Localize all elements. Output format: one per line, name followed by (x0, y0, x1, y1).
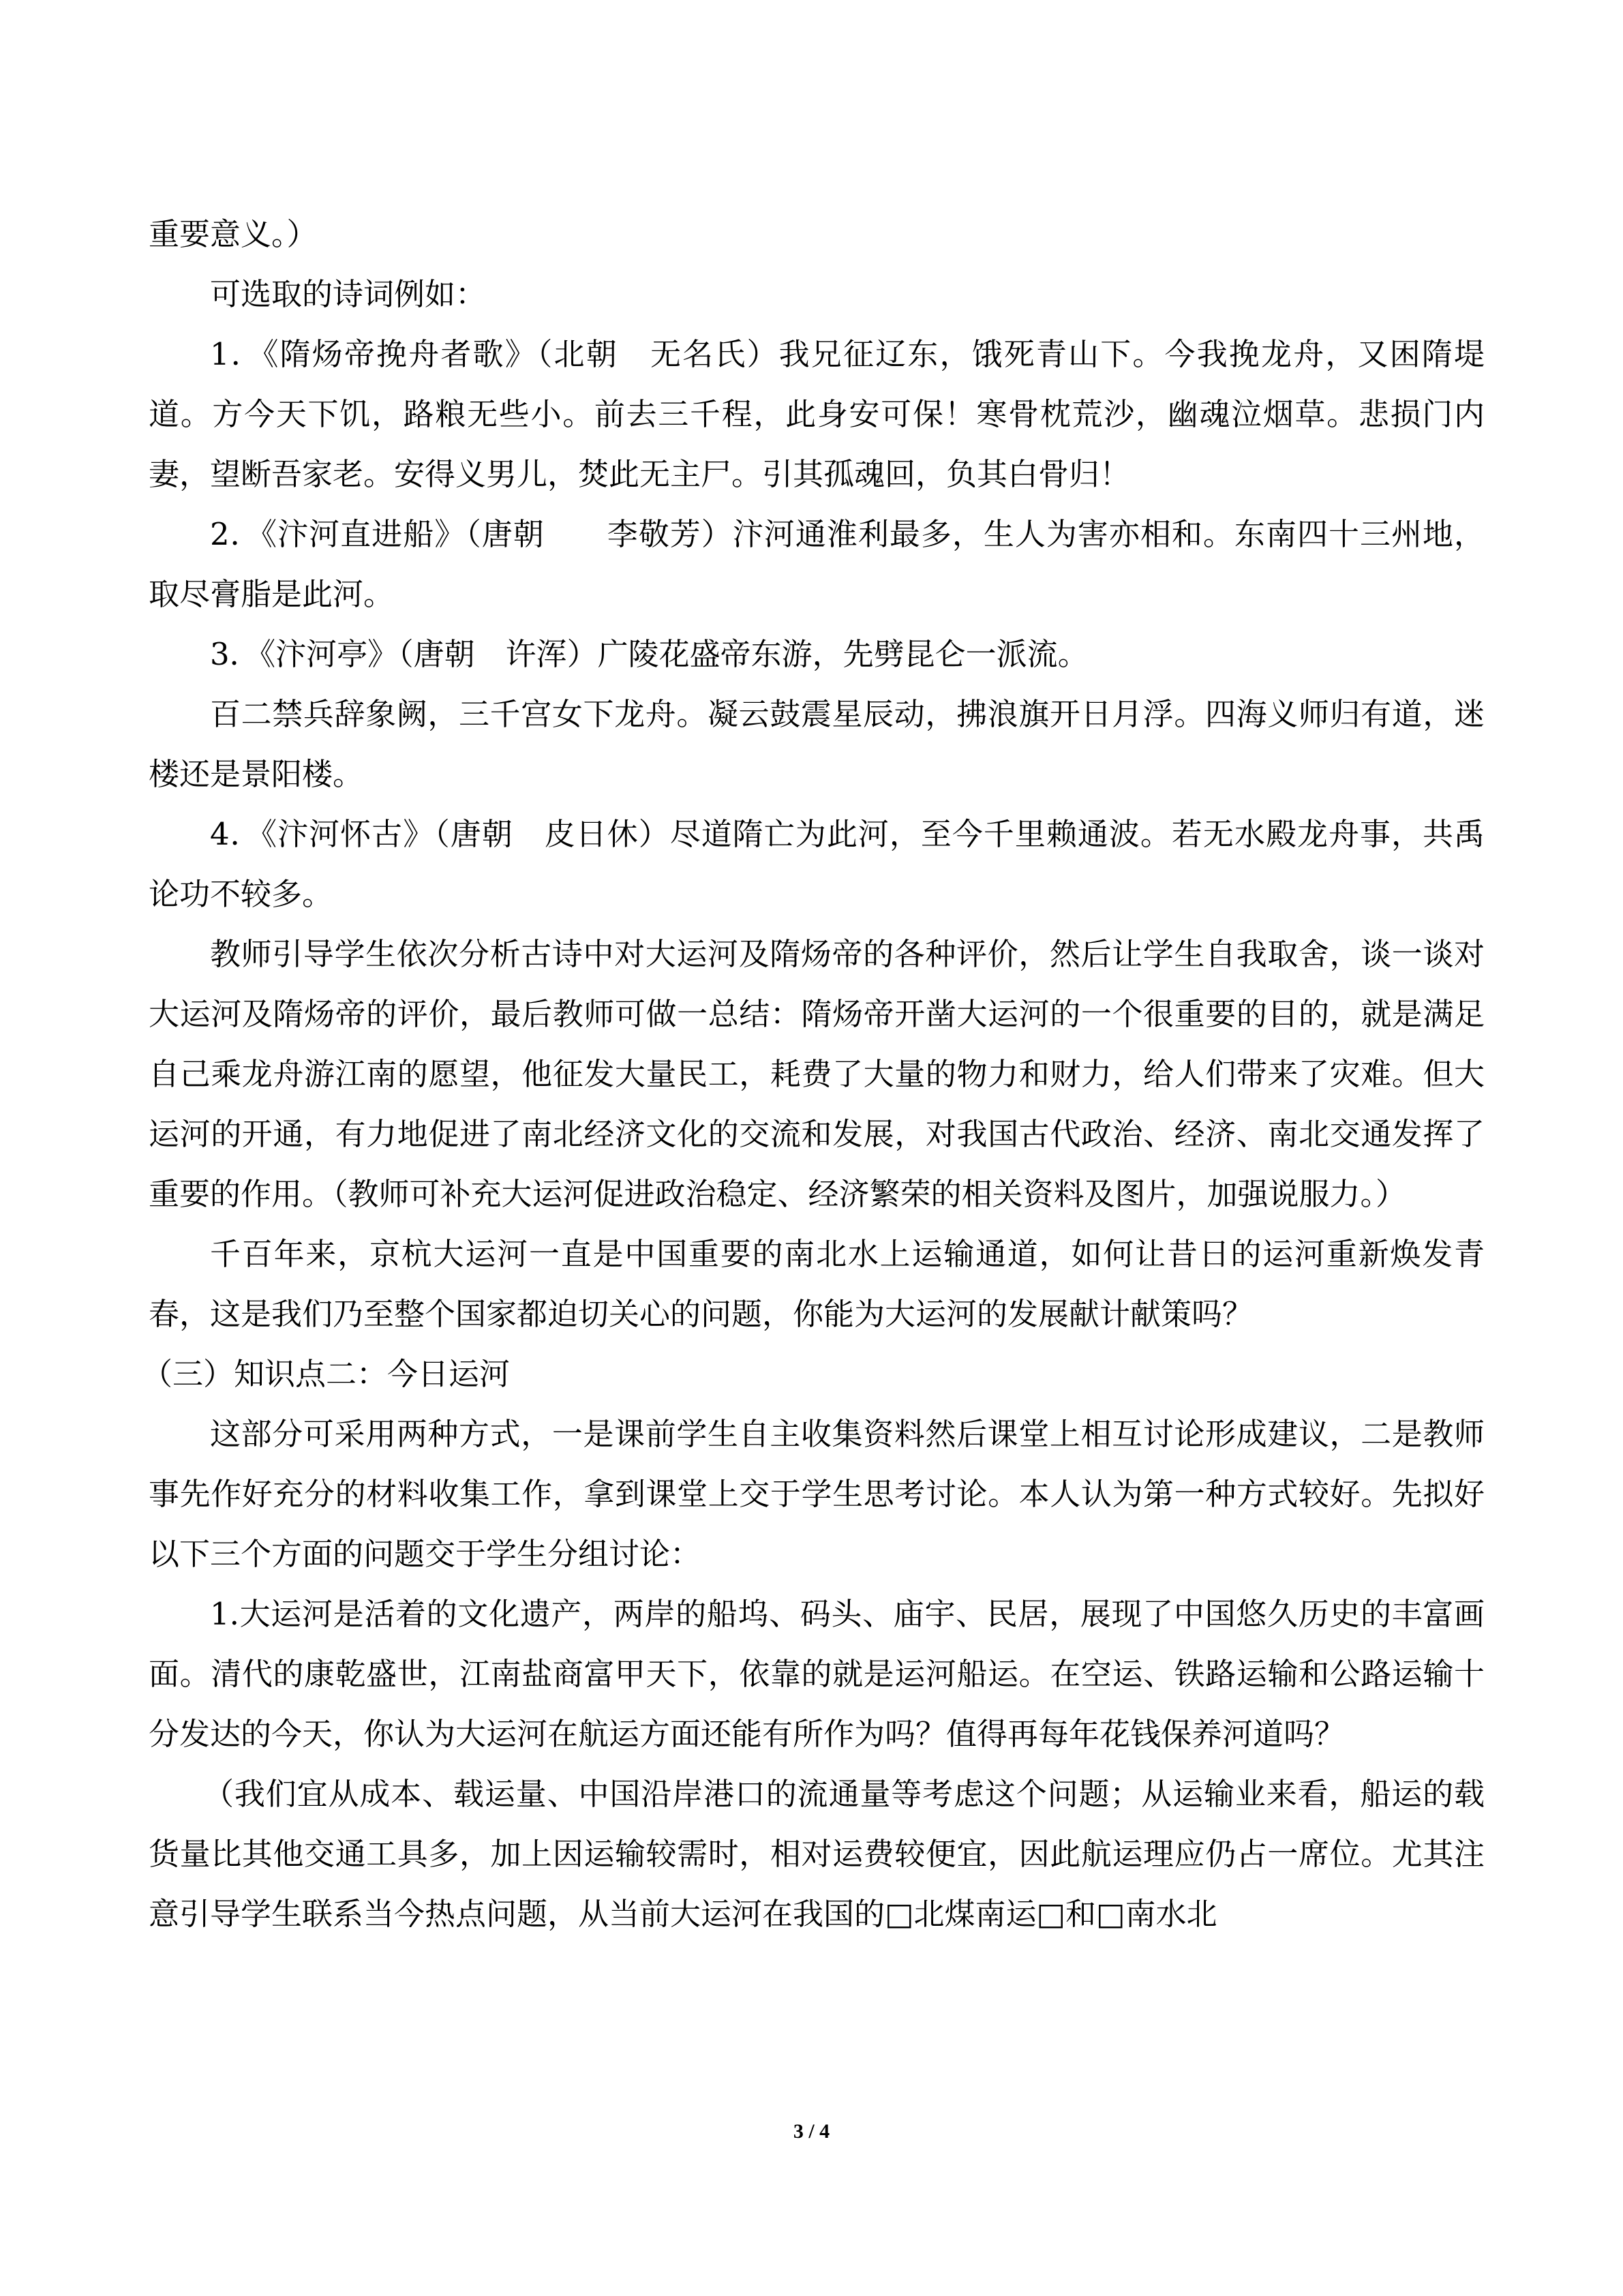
paragraph-poem-4: 4．《汴河怀古》（唐朝 皮日休）尽道隋亡为此河，至今千里赖通波。若无水殿龙舟事，共禹论功不较多。 (149, 816, 1485, 912)
document-body (142, 205, 1485, 1944)
paragraph-teacher-summary: 教师引导学生依次分析古诗中对大运河及隋炀帝的各种评价，然后让学生自我取舍，谈一谈对大运河及隋炀帝的评价，最后教师可做一总结：隋炀帝开凿大运河的一个很重要的目的，就是满足自己乘龙舟游江南的愿望，他征发大量民工，耗费了大量的物力和财力，给人们带来了灾难。但大运河的开通，有力地促进了南北经济文化的交流和发展，对我国古代政治、经济、南北交通发挥了重要的作用。（教师可补充大运河促进政治稳定、经济繁荣的相关资料及图片，加强说服力。） (149, 936, 1485, 1212)
paragraph-discussion-1: 1.大运河是活着的文化遗产，两岸的船坞、码头、庙宇、民居，展现了中国悠久历史的丰富画面。清代的康乾盛世，江南盐商富甲天下，依靠的就是运河船运。在空运、铁路运输和公路运输十分发达的今天，你认为大运河在航运方面还能有所作为吗？值得再每年花钱保养河道吗？ (149, 1596, 1485, 1752)
page-number: 3 / 4 (793, 2120, 830, 2143)
paragraph-poem-2: 2．《汴河直进船》（唐朝 李敬芳）汴河通淮利最多，生人为害亦相和。东南四十三州地，取尽膏脂是此河。 (149, 516, 1485, 612)
paragraph-continuation: 重要意义。） (149, 216, 318, 252)
paragraph-poem-3: 3．《汴河亭》（唐朝 许浑）广陵花盛帝东游，先劈昆仑一派流。 (210, 636, 1089, 672)
paragraph-method: 这部分可采用两种方式，一是课前学生自主收集资料然后课堂上相互讨论形成建议，二是教师事先作好充分的材料收集工作，拿到课堂上交于学生思考讨论。本人认为第一种方式较好。先拟好以下三个方面的问题交于学生分组讨论： (149, 1416, 1485, 1572)
paragraph-poem-3-continued: 百二禁兵辞象阙，三千宫女下龙舟。凝云鼓震星辰动，拂浪旗开日月浮。四海义师归有道，迷楼还是景阳楼。 (149, 696, 1485, 792)
paragraph-question: 千百年来，京杭大运河一直是中国重要的南北水上运输通道，如何让昔日的运河重新焕发青春，这是我们乃至整个国家都迫切关心的问题，你能为大运河的发展献计献策吗？ (149, 1236, 1485, 1332)
paragraph-poem-intro: 可选取的诗词例如： (210, 276, 487, 312)
paragraph-poem-1: 1．《隋炀帝挽舟者歌》（北朝 无名氏）我兄征辽东，饿死青山下。今我挽龙舟，又困隋堤道。方今天下饥，路粮无些小。前去三千程，此身安可保！寒骨枕荒沙，幽魂泣烟草。悲损门内妻，望断吾家老。安得义男儿，焚此无主尸。引其孤魂回，负其白骨归！ (149, 336, 1485, 492)
section-heading: （三）知识点二：今日运河 (142, 1356, 511, 1392)
paragraph-guidance: （我们宜从成本、载运量、中国沿岸港口的流通量等考虑这个问题；从运输业来看，船运的载货量比其他交通工具多，加上因运输较需时，相对运费较便宜，因此航运理应仍占一席位。尤其注意引导学生联系当今热点问题，从当前大运河在我国的□北煤南运□和□南水北 (149, 1776, 1485, 1932)
